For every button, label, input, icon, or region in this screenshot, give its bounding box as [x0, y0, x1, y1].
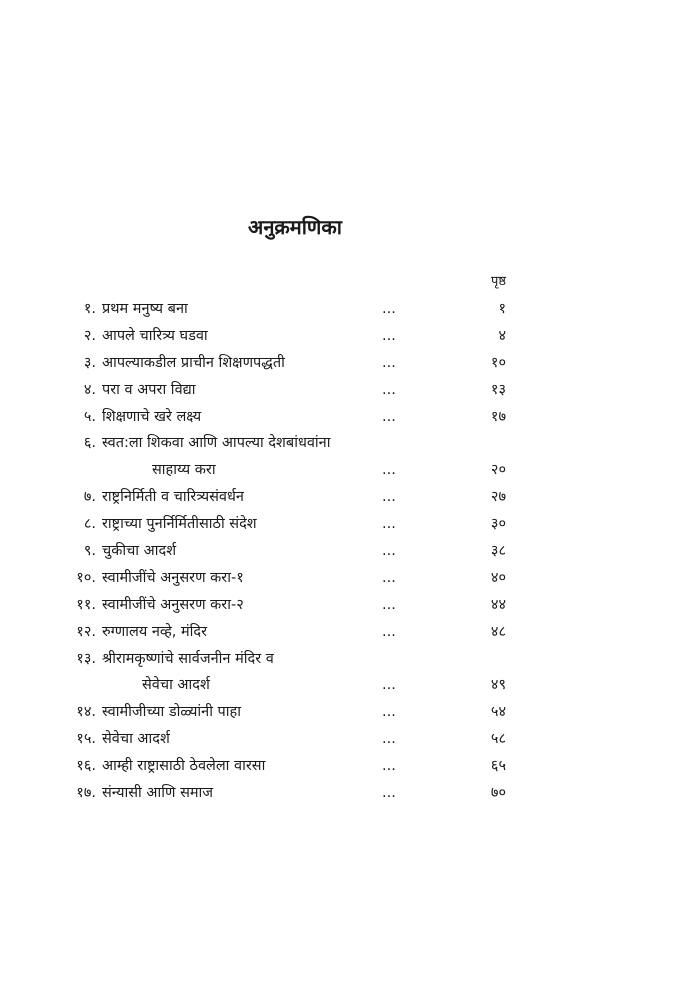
toc-entry-page-number: ५४	[490, 704, 506, 721]
toc-entry[interactable]	[40, 430, 510, 484]
toc-entry-title: सेवेचा आदर्श	[102, 731, 170, 748]
toc-entry-leader: ...	[382, 731, 396, 748]
toc-entry-leader: ...	[382, 677, 396, 694]
toc-entry-title: संन्यासी आणि समाज	[102, 785, 214, 802]
toc-entry-title: स्वामीजींचे अनुसरण करा-२	[102, 596, 244, 613]
toc-entry[interactable]	[40, 753, 510, 780]
toc-entry-page-number: ६५	[490, 758, 506, 775]
toc-entry-page-number: ४९	[490, 677, 506, 694]
toc-entry-title: राष्ट्राच्या पुनर्निर्मितीसाठी संदेश	[102, 516, 257, 533]
toc-entry-number: ८.	[83, 516, 96, 533]
toc-entry-number: ७.	[83, 489, 96, 506]
toc-entry-line	[40, 430, 510, 457]
toc-entry-number: ५.	[83, 408, 96, 425]
toc-entry-line	[40, 780, 510, 807]
toc-entry-title: आपल्याकडील प्राचीन शिक्षणपद्धती	[102, 354, 285, 371]
toc-entry-number: १७.	[76, 785, 96, 802]
toc-entry-page-number: ३०	[490, 516, 506, 533]
toc-entry[interactable]	[40, 699, 510, 726]
toc-entry-title: परा व अपरा विद्या	[102, 381, 196, 398]
toc-entry-line	[40, 296, 510, 323]
toc-entry-leader: ...	[382, 758, 396, 775]
toc-entry[interactable]	[40, 323, 510, 350]
toc-list	[40, 296, 510, 807]
toc-entry-page-number: १३	[490, 381, 506, 398]
toc-entry-page-number: ४	[498, 327, 506, 344]
toc-entry-number: १०.	[76, 569, 96, 586]
toc-entry-line	[40, 457, 510, 484]
toc-entry-page-number: २७	[490, 489, 506, 506]
toc-entry-number: ४.	[83, 381, 96, 398]
toc-entry-leader: ...	[382, 354, 396, 371]
toc-entry[interactable]	[40, 350, 510, 377]
toc-entry-page-number: ४४	[490, 596, 506, 613]
toc-entry-number: ३.	[83, 354, 96, 371]
toc-entry-leader: ...	[382, 301, 396, 317]
toc-entry[interactable]	[40, 404, 510, 431]
toc-entry-number: १३.	[76, 650, 96, 667]
toc-entry[interactable]	[40, 296, 510, 323]
toc-entry-page-number: ५८	[490, 731, 506, 748]
toc-entry[interactable]	[40, 592, 510, 619]
toc-entry-leader: ...	[382, 408, 396, 425]
toc-entry-line	[40, 646, 510, 673]
toc-entry-line	[40, 726, 510, 753]
toc-entry-line	[40, 538, 510, 565]
toc-entry-title: स्वामीजीच्या डोळ्यांनी पाहा	[102, 704, 242, 721]
toc-entry[interactable]	[40, 484, 510, 511]
toc-entry-title: चुकीचा आदर्श	[102, 543, 177, 560]
toc-entry-page-number: ४८	[490, 623, 506, 640]
toc-entry-leader: ...	[382, 489, 396, 506]
toc-entry-line	[40, 484, 510, 511]
toc-entry-leader: ...	[382, 516, 396, 533]
toc-entry-title: राष्ट्रनिर्मिती व चारित्र्यसंवर्धन	[102, 489, 244, 506]
toc-entry-page-number: ७०	[490, 785, 506, 802]
toc-entry-line	[40, 672, 510, 699]
toc-entry-page-number: १७	[490, 408, 506, 425]
toc-entry-title: प्रथम मनुष्य बना	[102, 301, 188, 317]
toc-entry-title: श्रीरामकृष्णांचे सार्वजनीन मंदिर व	[102, 650, 274, 667]
toc-entry-page-number: ३८	[490, 543, 506, 560]
toc-entry[interactable]	[40, 726, 510, 753]
toc-entry-page-number: १	[498, 301, 506, 317]
toc-entry-line	[40, 565, 510, 592]
toc-entry-number: १४.	[76, 704, 96, 721]
toc-entry-number: २.	[83, 327, 96, 344]
toc-entry-line	[40, 350, 510, 377]
toc-entry-number: १६.	[76, 758, 96, 775]
toc-entry-page-number: ४०	[490, 569, 506, 586]
toc-entry-number: ११.	[76, 596, 96, 613]
toc-entry-line	[40, 592, 510, 619]
toc-entry-page-number: २०	[490, 462, 506, 479]
toc-entry-title: आम्ही राष्ट्रासाठी ठेवलेला वारसा	[102, 758, 266, 775]
toc-entry-page-number: १०	[490, 354, 506, 371]
toc-entry-leader: ...	[382, 785, 396, 802]
toc-entry-number: १.	[83, 301, 96, 317]
toc-entry-leader: ...	[382, 623, 396, 640]
toc-entry-leader: ...	[382, 704, 396, 721]
toc-entry-title: आपले चारित्र्य घडवा	[102, 327, 208, 344]
toc-entry-title: स्वत:ला शिकवा आणि आपल्या देशबांधवांना	[102, 435, 331, 452]
toc-entry-leader: ...	[382, 462, 396, 479]
toc-entry-number: ६.	[83, 435, 96, 452]
toc-entry-line	[40, 323, 510, 350]
toc-entry-number: १२.	[76, 623, 96, 640]
toc-entry[interactable]	[40, 377, 510, 404]
toc-entry-title: स्वामीजींचे अनुसरण करा-१	[102, 569, 244, 586]
toc-entry-leader: ...	[382, 596, 396, 613]
toc-entry[interactable]	[40, 538, 510, 565]
toc-entry-title-continuation: सेवेचा आदर्श	[142, 677, 210, 694]
toc-entry-line	[40, 753, 510, 780]
toc-entry[interactable]	[40, 511, 510, 538]
toc-entry-title: शिक्षणाचे खरे लक्ष्य	[102, 408, 202, 425]
toc-entry-line	[40, 619, 510, 646]
toc-entry-title-continuation: साहाय्य करा	[152, 462, 216, 479]
toc-entry-line	[40, 699, 510, 726]
toc-entry-line	[40, 511, 510, 538]
toc-entry[interactable]	[40, 780, 510, 807]
toc-entry[interactable]	[40, 619, 510, 646]
toc-entry-leader: ...	[382, 543, 396, 560]
toc-entry[interactable]	[40, 646, 510, 700]
toc-entry-line	[40, 377, 510, 404]
toc-entry-leader: ...	[382, 569, 396, 586]
toc-entry-number: ९.	[83, 543, 96, 560]
toc-entry-leader: ...	[382, 327, 396, 344]
toc-entry-number: १५.	[76, 731, 96, 748]
toc-entry-title: रुग्णालय नव्हे, मंदिर	[102, 623, 208, 640]
toc-entry-leader: ...	[382, 381, 396, 398]
toc-heading: अनुक्रमणिका	[248, 215, 342, 239]
toc-entry-line	[40, 404, 510, 431]
toc-entry[interactable]	[40, 565, 510, 592]
page-column-label: पृष्ठ	[490, 274, 506, 289]
